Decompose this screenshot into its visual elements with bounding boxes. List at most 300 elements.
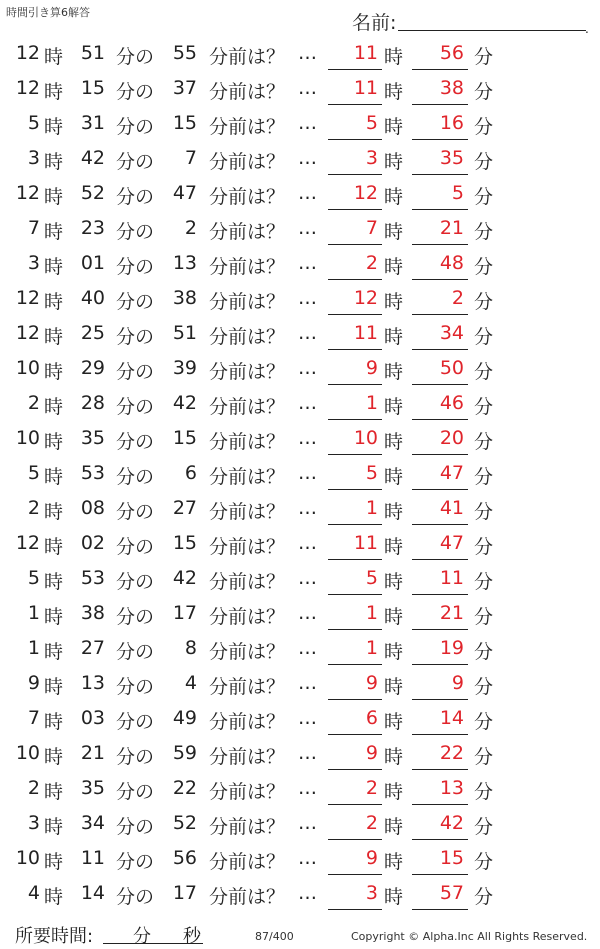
problem-row <box>0 352 600 387</box>
problem-row <box>0 772 600 807</box>
answer-minute-unit: 分 <box>474 256 494 278</box>
answer-hour-underline <box>328 594 382 595</box>
ellipsis: … <box>298 147 317 169</box>
answer-hour-underline <box>328 524 382 525</box>
answer-hour-unit: 時 <box>384 151 404 173</box>
ellipsis: … <box>298 672 317 694</box>
answer-hour-unit: 時 <box>384 431 404 453</box>
answer-hour: 2 <box>365 252 378 274</box>
answer-minute: 22 <box>439 742 464 764</box>
minute-of-label: 分の <box>116 886 155 908</box>
minute-of-label: 分の <box>116 326 155 348</box>
answer-minute-unit: 分 <box>474 291 494 313</box>
time-minutes-label: 分 <box>133 926 151 947</box>
answer-hour-underline <box>328 419 382 420</box>
answer-minute-underline <box>412 839 468 840</box>
ellipsis: … <box>298 77 317 99</box>
ellipsis: … <box>298 882 317 904</box>
minutes-before: 52 <box>172 812 197 834</box>
start-minute: 25 <box>80 322 105 344</box>
minutes-before-label: 分前は？ <box>209 291 286 313</box>
minutes-before: 27 <box>172 497 197 519</box>
answer-minute-underline <box>412 104 468 105</box>
start-hour: 12 <box>15 287 40 309</box>
answer-hour-unit: 時 <box>384 186 404 208</box>
name-label: 名前: <box>352 12 397 34</box>
answer-minute: 14 <box>439 707 464 729</box>
minute-of-label: 分の <box>116 116 155 138</box>
answer-minute-underline <box>412 279 468 280</box>
answer-hour-unit: 時 <box>384 46 404 68</box>
answer-minute-underline <box>412 594 468 595</box>
answer-hour: 9 <box>365 847 378 869</box>
minutes-before: 56 <box>172 847 197 869</box>
answer-minute: 9 <box>451 672 464 694</box>
start-minute: 38 <box>80 602 105 624</box>
answer-hour-unit: 時 <box>384 221 404 243</box>
answer-hour: 5 <box>365 112 378 134</box>
ellipsis: … <box>298 217 317 239</box>
start-minute: 31 <box>80 112 105 134</box>
answer-hour-unit: 時 <box>384 396 404 418</box>
hour-unit: 時 <box>44 186 64 208</box>
answer-hour-unit: 時 <box>384 536 404 558</box>
hour-unit: 時 <box>44 431 64 453</box>
problem-row <box>0 317 600 352</box>
minutes-before-label: 分前は？ <box>209 711 286 733</box>
minutes-before: 47 <box>172 182 197 204</box>
hour-unit: 時 <box>44 256 64 278</box>
hour-unit: 時 <box>44 641 64 663</box>
ellipsis: … <box>298 602 317 624</box>
answer-minute-unit: 分 <box>474 781 494 803</box>
hour-unit: 時 <box>44 116 64 138</box>
answer-hour-underline <box>328 664 382 665</box>
problem-row <box>0 877 600 912</box>
problem-row <box>0 807 600 842</box>
answer-hour-unit: 時 <box>384 886 404 908</box>
hour-unit: 時 <box>44 676 64 698</box>
minutes-before: 22 <box>172 777 197 799</box>
start-hour: 10 <box>15 357 40 379</box>
answer-minute: 48 <box>439 252 464 274</box>
minute-of-label: 分の <box>116 221 155 243</box>
minute-of-label: 分の <box>116 151 155 173</box>
problem-list <box>0 37 600 912</box>
answer-hour-underline <box>328 139 382 140</box>
answer-minute: 47 <box>439 532 464 554</box>
minutes-before: 2 <box>184 217 197 239</box>
answer-hour-underline <box>328 734 382 735</box>
minutes-before: 15 <box>172 112 197 134</box>
problem-row <box>0 212 600 247</box>
answer-minute: 41 <box>439 497 464 519</box>
answer-hour-unit: 時 <box>384 676 404 698</box>
answer-hour: 6 <box>365 707 378 729</box>
problem-row <box>0 702 600 737</box>
minute-of-label: 分の <box>116 466 155 488</box>
minutes-before-label: 分前は？ <box>209 501 286 523</box>
minutes-before: 15 <box>172 427 197 449</box>
start-minute: 35 <box>80 427 105 449</box>
minutes-before-label: 分前は？ <box>209 361 286 383</box>
start-hour: 1 <box>27 637 40 659</box>
start-hour: 7 <box>27 217 40 239</box>
answer-minute-unit: 分 <box>474 81 494 103</box>
start-minute: 35 <box>80 777 105 799</box>
ellipsis: … <box>298 462 317 484</box>
answer-minute-unit: 分 <box>474 431 494 453</box>
start-minute: 29 <box>80 357 105 379</box>
start-hour: 9 <box>27 672 40 694</box>
minute-of-label: 分の <box>116 501 155 523</box>
start-minute: 02 <box>80 532 105 554</box>
start-minute: 23 <box>80 217 105 239</box>
minute-of-label: 分の <box>116 851 155 873</box>
start-hour: 12 <box>15 182 40 204</box>
answer-minute: 21 <box>439 217 464 239</box>
problem-row <box>0 842 600 877</box>
answer-minute-underline <box>412 384 468 385</box>
minute-of-label: 分の <box>116 291 155 313</box>
answer-hour-unit: 時 <box>384 116 404 138</box>
minutes-before-label: 分前は？ <box>209 431 286 453</box>
answer-hour: 1 <box>365 497 378 519</box>
minutes-before-label: 分前は？ <box>209 466 286 488</box>
minutes-before-label: 分前は？ <box>209 396 286 418</box>
answer-hour-unit: 時 <box>384 571 404 593</box>
answer-hour: 9 <box>365 357 378 379</box>
minute-of-label: 分の <box>116 746 155 768</box>
answer-hour: 5 <box>365 567 378 589</box>
answer-hour-underline <box>328 804 382 805</box>
time-seconds-label: 秒 <box>183 926 201 947</box>
answer-hour-underline <box>328 174 382 175</box>
start-minute: 53 <box>80 567 105 589</box>
answer-minute: 2 <box>451 287 464 309</box>
answer-minute: 5 <box>451 182 464 204</box>
answer-hour-unit: 時 <box>384 606 404 628</box>
minute-of-label: 分の <box>116 431 155 453</box>
answer-minute-underline <box>412 244 468 245</box>
answer-minute-underline <box>412 804 468 805</box>
answer-hour-unit: 時 <box>384 256 404 278</box>
start-minute: 34 <box>80 812 105 834</box>
start-minute: 01 <box>80 252 105 274</box>
answer-hour-underline <box>328 489 382 490</box>
name-line <box>398 30 586 31</box>
start-hour: 10 <box>15 847 40 869</box>
minutes-before-label: 分前は？ <box>209 186 286 208</box>
problem-row <box>0 142 600 177</box>
answer-minute-unit: 分 <box>474 886 494 908</box>
answer-minute-unit: 分 <box>474 151 494 173</box>
start-minute: 42 <box>80 147 105 169</box>
answer-minute-underline <box>412 699 468 700</box>
answer-minute: 20 <box>439 427 464 449</box>
ellipsis: … <box>298 497 317 519</box>
hour-unit: 時 <box>44 606 64 628</box>
answer-hour-unit: 時 <box>384 501 404 523</box>
minutes-before-label: 分前は？ <box>209 256 286 278</box>
start-hour: 12 <box>15 322 40 344</box>
minutes-before-label: 分前は？ <box>209 81 286 103</box>
ellipsis: … <box>298 707 317 729</box>
hour-unit: 時 <box>44 711 64 733</box>
start-minute: 52 <box>80 182 105 204</box>
minute-of-label: 分の <box>116 536 155 558</box>
start-hour: 3 <box>27 252 40 274</box>
answer-hour-underline <box>328 454 382 455</box>
time-required-label: 所要時間: <box>15 926 94 947</box>
problem-row <box>0 597 600 632</box>
answer-minute-underline <box>412 559 468 560</box>
minutes-before: 59 <box>172 742 197 764</box>
minutes-before-label: 分前は？ <box>209 221 286 243</box>
start-hour: 5 <box>27 567 40 589</box>
answer-minute-unit: 分 <box>474 326 494 348</box>
problem-row <box>0 387 600 422</box>
answer-minute-unit: 分 <box>474 396 494 418</box>
problem-row <box>0 527 600 562</box>
start-minute: 21 <box>80 742 105 764</box>
answer-minute-unit: 分 <box>474 501 494 523</box>
problem-row <box>0 737 600 772</box>
answer-hour: 7 <box>365 217 378 239</box>
minutes-before-label: 分前は？ <box>209 641 286 663</box>
answer-hour-unit: 時 <box>384 851 404 873</box>
answer-minute-underline <box>412 524 468 525</box>
answer-hour-unit: 時 <box>384 641 404 663</box>
answer-hour-unit: 時 <box>384 466 404 488</box>
ellipsis: … <box>298 112 317 134</box>
answer-hour-underline <box>328 384 382 385</box>
minutes-before: 8 <box>184 637 197 659</box>
minutes-before: 42 <box>172 567 197 589</box>
answer-minute-unit: 分 <box>474 676 494 698</box>
minutes-before: 7 <box>184 147 197 169</box>
start-hour: 2 <box>27 497 40 519</box>
hour-unit: 時 <box>44 396 64 418</box>
answer-minute: 13 <box>439 777 464 799</box>
hour-unit: 時 <box>44 536 64 558</box>
answer-minute-unit: 分 <box>474 746 494 768</box>
answer-minute: 11 <box>439 567 464 589</box>
hour-unit: 時 <box>44 466 64 488</box>
start-minute: 03 <box>80 707 105 729</box>
ellipsis: … <box>298 427 317 449</box>
answer-hour: 11 <box>353 532 378 554</box>
start-hour: 3 <box>27 147 40 169</box>
start-hour: 12 <box>15 77 40 99</box>
minute-of-label: 分の <box>116 641 155 663</box>
answer-minute: 15 <box>439 847 464 869</box>
answer-minute: 38 <box>439 77 464 99</box>
hour-unit: 時 <box>44 781 64 803</box>
answer-minute-unit: 分 <box>474 571 494 593</box>
hour-unit: 時 <box>44 151 64 173</box>
ellipsis: … <box>298 182 317 204</box>
answer-hour-unit: 時 <box>384 361 404 383</box>
ellipsis: … <box>298 322 317 344</box>
answer-hour: 9 <box>365 742 378 764</box>
answer-minute-underline <box>412 209 468 210</box>
minutes-before-label: 分前は？ <box>209 46 286 68</box>
answer-hour-underline <box>328 699 382 700</box>
page-number: 87/400 <box>255 930 294 943</box>
minutes-before: 4 <box>184 672 197 694</box>
minutes-before: 6 <box>184 462 197 484</box>
answer-hour-underline <box>328 69 382 70</box>
hour-unit: 時 <box>44 291 64 313</box>
minutes-before-label: 分前は？ <box>209 151 286 173</box>
answer-hour-underline <box>328 244 382 245</box>
answer-hour: 12 <box>353 287 378 309</box>
problem-row <box>0 562 600 597</box>
minutes-before: 38 <box>172 287 197 309</box>
ellipsis: … <box>298 287 317 309</box>
start-hour: 4 <box>27 882 40 904</box>
problem-row <box>0 247 600 282</box>
answer-hour-unit: 時 <box>384 816 404 838</box>
start-hour: 10 <box>15 742 40 764</box>
minute-of-label: 分の <box>116 606 155 628</box>
hour-unit: 時 <box>44 361 64 383</box>
start-minute: 15 <box>80 77 105 99</box>
start-hour: 5 <box>27 112 40 134</box>
answer-hour: 10 <box>353 427 378 449</box>
minute-of-label: 分の <box>116 816 155 838</box>
start-minute: 53 <box>80 462 105 484</box>
start-minute: 11 <box>80 847 105 869</box>
answer-hour-underline <box>328 209 382 210</box>
start-minute: 14 <box>80 882 105 904</box>
answer-hour-unit: 時 <box>384 781 404 803</box>
answer-minute-unit: 分 <box>474 711 494 733</box>
answer-minute: 34 <box>439 322 464 344</box>
answer-hour: 9 <box>365 672 378 694</box>
hour-unit: 時 <box>44 816 64 838</box>
answer-minute-underline <box>412 909 468 910</box>
answer-minute: 50 <box>439 357 464 379</box>
problem-row <box>0 422 600 457</box>
start-hour: 12 <box>15 532 40 554</box>
answer-hour-underline <box>328 839 382 840</box>
answer-hour: 5 <box>365 462 378 484</box>
minutes-before-label: 分前は？ <box>209 116 286 138</box>
answer-hour-unit: 時 <box>384 746 404 768</box>
answer-hour-underline <box>328 629 382 630</box>
hour-unit: 時 <box>44 571 64 593</box>
hour-unit: 時 <box>44 81 64 103</box>
start-minute: 13 <box>80 672 105 694</box>
answer-minute-underline <box>412 664 468 665</box>
answer-hour-underline <box>328 769 382 770</box>
minutes-before-label: 分前は？ <box>209 816 286 838</box>
ellipsis: … <box>298 637 317 659</box>
answer-minute-unit: 分 <box>474 116 494 138</box>
problem-row <box>0 492 600 527</box>
minutes-before: 39 <box>172 357 197 379</box>
minutes-before-label: 分前は？ <box>209 606 286 628</box>
answer-minute-unit: 分 <box>474 816 494 838</box>
minutes-before: 13 <box>172 252 197 274</box>
answer-minute-underline <box>412 139 468 140</box>
minutes-before-label: 分前は？ <box>209 326 286 348</box>
minutes-before-label: 分前は？ <box>209 886 286 908</box>
answer-hour-underline <box>328 559 382 560</box>
answer-minute-underline <box>412 489 468 490</box>
ellipsis: … <box>298 532 317 554</box>
answer-hour-underline <box>328 314 382 315</box>
answer-minute-unit: 分 <box>474 221 494 243</box>
ellipsis: … <box>298 777 317 799</box>
start-hour: 1 <box>27 602 40 624</box>
answer-hour-unit: 時 <box>384 326 404 348</box>
minute-of-label: 分の <box>116 186 155 208</box>
answer-minute-underline <box>412 629 468 630</box>
answer-hour-underline <box>328 874 382 875</box>
answer-minute: 19 <box>439 637 464 659</box>
minutes-before-label: 分前は？ <box>209 781 286 803</box>
answer-hour: 3 <box>365 882 378 904</box>
problem-row <box>0 107 600 142</box>
start-hour: 5 <box>27 462 40 484</box>
minutes-before: 37 <box>172 77 197 99</box>
minutes-before: 15 <box>172 532 197 554</box>
ellipsis: … <box>298 252 317 274</box>
ellipsis: … <box>298 812 317 834</box>
problem-row <box>0 72 600 107</box>
start-minute: 28 <box>80 392 105 414</box>
answer-minute: 35 <box>439 147 464 169</box>
answer-hour: 11 <box>353 77 378 99</box>
hour-unit: 時 <box>44 46 64 68</box>
problem-row <box>0 632 600 667</box>
copyright: Copyright © Alpha.Inc All Rights Reserved. <box>351 930 588 943</box>
minutes-before-label: 分前は？ <box>209 536 286 558</box>
answer-minute: 42 <box>439 812 464 834</box>
hour-unit: 時 <box>44 326 64 348</box>
answer-hour: 11 <box>353 42 378 64</box>
problem-row <box>0 177 600 212</box>
answer-minute-underline <box>412 349 468 350</box>
answer-hour: 12 <box>353 182 378 204</box>
answer-minute: 57 <box>439 882 464 904</box>
problem-row <box>0 37 600 72</box>
answer-minute-underline <box>412 874 468 875</box>
ellipsis: … <box>298 742 317 764</box>
answer-minute-unit: 分 <box>474 186 494 208</box>
hour-unit: 時 <box>44 501 64 523</box>
minutes-before: 49 <box>172 707 197 729</box>
answer-minute-unit: 分 <box>474 361 494 383</box>
start-hour: 3 <box>27 812 40 834</box>
minute-of-label: 分の <box>116 711 155 733</box>
hour-unit: 時 <box>44 851 64 873</box>
start-hour: 7 <box>27 707 40 729</box>
hour-unit: 時 <box>44 886 64 908</box>
minutes-before: 42 <box>172 392 197 414</box>
answer-minute: 47 <box>439 462 464 484</box>
answer-hour: 1 <box>365 637 378 659</box>
answer-minute: 16 <box>439 112 464 134</box>
minute-of-label: 分の <box>116 396 155 418</box>
minutes-before-label: 分前は？ <box>209 571 286 593</box>
start-minute: 27 <box>80 637 105 659</box>
answer-minute-underline <box>412 419 468 420</box>
answer-minute-underline <box>412 734 468 735</box>
